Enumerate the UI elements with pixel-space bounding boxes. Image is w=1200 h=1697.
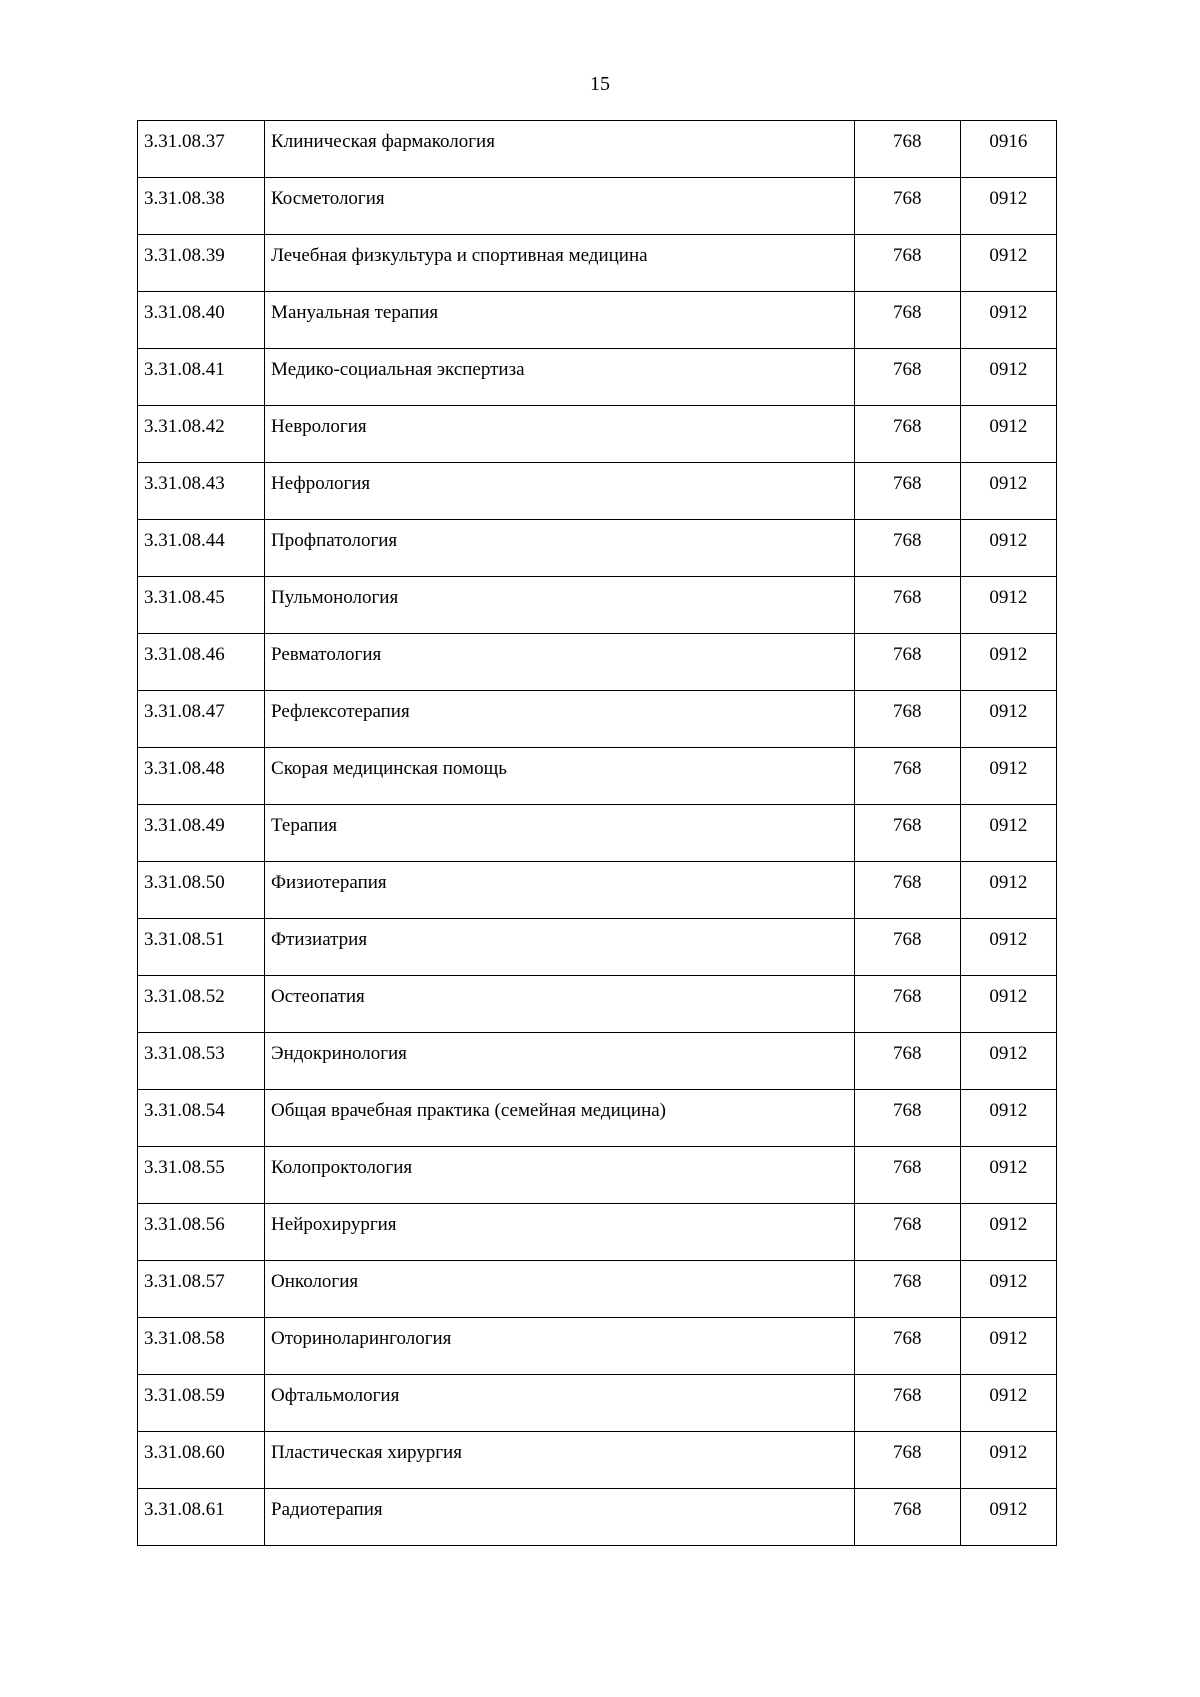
row-name-text: Оториноларингология xyxy=(271,1328,452,1349)
row-col3-cell xyxy=(854,1090,960,1147)
row-code-cell xyxy=(138,1489,265,1546)
row-name-cell xyxy=(265,1432,855,1489)
row-col3-text: 768 xyxy=(892,1157,922,1178)
row-col3-cell xyxy=(854,919,960,976)
row-name-cell xyxy=(265,1204,855,1261)
row-name-cell xyxy=(265,1489,855,1546)
row-name-text: Лечебная физкультура и спортивная медицина xyxy=(271,245,648,266)
row-name-cell xyxy=(265,406,855,463)
row-name-text: Онкология xyxy=(271,1271,359,1292)
row-name-text: Пластическая хирургия xyxy=(271,1442,462,1463)
row-code-cell xyxy=(138,862,265,919)
row-col3-text: 768 xyxy=(892,1328,922,1349)
row-col4-cell xyxy=(960,691,1056,748)
row-col4-cell xyxy=(960,1204,1056,1261)
row-col4-text: 0912 xyxy=(989,416,1028,437)
row-code-text: 3.31.08.48 xyxy=(144,758,225,779)
row-name-text: Профпатология xyxy=(271,530,398,551)
row-code-cell xyxy=(138,748,265,805)
row-col4-cell xyxy=(960,292,1056,349)
row-col4-cell xyxy=(960,1261,1056,1318)
row-col4-cell xyxy=(960,463,1056,520)
row-code-text: 3.31.08.57 xyxy=(144,1271,225,1292)
row-col4-text: 0912 xyxy=(989,1271,1028,1292)
row-col4-text: 0912 xyxy=(989,758,1028,779)
table-row xyxy=(138,976,1057,1033)
row-col4-cell xyxy=(960,406,1056,463)
table-row xyxy=(138,919,1057,976)
row-name-cell xyxy=(265,862,855,919)
row-col3-cell xyxy=(854,292,960,349)
row-col3-text: 768 xyxy=(892,587,922,608)
row-code-text: 3.31.08.37 xyxy=(144,131,225,152)
row-name-text: Пульмонология xyxy=(271,587,399,608)
row-name-cell xyxy=(265,748,855,805)
row-col3-text: 768 xyxy=(892,644,922,665)
row-name-cell xyxy=(265,1090,855,1147)
row-col3-text: 768 xyxy=(892,530,922,551)
row-col4-text: 0912 xyxy=(989,245,1028,266)
row-code-cell xyxy=(138,292,265,349)
row-name-text: Общая врачебная практика (семейная медицина) xyxy=(271,1100,667,1121)
row-code-cell xyxy=(138,634,265,691)
row-col4-cell xyxy=(960,805,1056,862)
row-name-text: Неврология xyxy=(271,416,367,437)
row-col3-cell xyxy=(854,1147,960,1204)
row-col3-text: 768 xyxy=(892,1214,922,1235)
row-code-cell xyxy=(138,1318,265,1375)
row-code-text: 3.31.08.61 xyxy=(144,1499,225,1520)
row-col4-text: 0916 xyxy=(989,131,1028,152)
row-col3-cell xyxy=(854,748,960,805)
row-code-cell xyxy=(138,805,265,862)
row-code-text: 3.31.08.41 xyxy=(144,359,225,380)
row-col3-cell xyxy=(854,805,960,862)
row-name-text: Офтальмология xyxy=(271,1385,400,1406)
row-col3-text: 768 xyxy=(892,1385,922,1406)
row-code-cell xyxy=(138,1147,265,1204)
row-col4-cell xyxy=(960,862,1056,919)
row-col3-cell xyxy=(854,577,960,634)
row-col3-cell xyxy=(854,862,960,919)
table-row xyxy=(138,1033,1057,1090)
row-name-text: Рефлексотерапия xyxy=(271,701,410,722)
row-name-cell xyxy=(265,463,855,520)
row-col4-cell xyxy=(960,577,1056,634)
row-name-text: Ревматология xyxy=(271,644,382,665)
row-col4-cell xyxy=(960,1090,1056,1147)
row-col3-cell xyxy=(854,178,960,235)
row-name-cell xyxy=(265,805,855,862)
row-col4-text: 0912 xyxy=(989,1214,1028,1235)
row-name-text: Радиотерапия xyxy=(271,1499,383,1520)
row-name-cell xyxy=(265,235,855,292)
row-code-text: 3.31.08.38 xyxy=(144,188,225,209)
row-col3-cell xyxy=(854,463,960,520)
row-col3-text: 768 xyxy=(892,701,922,722)
row-code-cell xyxy=(138,1033,265,1090)
row-col4-cell xyxy=(960,919,1056,976)
row-code-text: 3.31.08.58 xyxy=(144,1328,225,1349)
row-col3-text: 768 xyxy=(892,302,922,323)
row-col4-text: 0912 xyxy=(989,1442,1028,1463)
row-name-text: Косметология xyxy=(271,188,385,209)
row-col3-text: 768 xyxy=(892,1442,922,1463)
table-row xyxy=(138,178,1057,235)
row-name-cell xyxy=(265,634,855,691)
row-name-cell xyxy=(265,1033,855,1090)
row-name-cell xyxy=(265,1318,855,1375)
row-name-cell xyxy=(265,292,855,349)
row-col4-text: 0912 xyxy=(989,1100,1028,1121)
row-col3-text: 768 xyxy=(892,1100,922,1121)
row-code-cell xyxy=(138,349,265,406)
table-row xyxy=(138,121,1057,178)
row-code-text: 3.31.08.54 xyxy=(144,1100,225,1121)
row-col4-text: 0912 xyxy=(989,1157,1028,1178)
row-code-cell xyxy=(138,976,265,1033)
row-code-text: 3.31.08.50 xyxy=(144,872,225,893)
row-code-text: 3.31.08.51 xyxy=(144,929,225,950)
table-row xyxy=(138,1432,1057,1489)
row-col4-text: 0912 xyxy=(989,1043,1028,1064)
table-row xyxy=(138,634,1057,691)
row-col3-text: 768 xyxy=(892,986,922,1007)
row-code-cell xyxy=(138,1261,265,1318)
row-col3-cell xyxy=(854,349,960,406)
table-body xyxy=(138,121,1057,1546)
row-col3-text: 768 xyxy=(892,1271,922,1292)
row-code-text: 3.31.08.46 xyxy=(144,644,225,665)
row-name-cell xyxy=(265,976,855,1033)
row-code-cell xyxy=(138,1090,265,1147)
row-code-cell xyxy=(138,520,265,577)
row-col3-text: 768 xyxy=(892,245,922,266)
row-col3-text: 768 xyxy=(892,815,922,836)
row-code-cell xyxy=(138,235,265,292)
row-col3-text: 768 xyxy=(892,131,922,152)
row-name-text: Скорая медицинская помощь xyxy=(271,758,507,779)
table-row xyxy=(138,235,1057,292)
row-col4-cell xyxy=(960,1375,1056,1432)
row-col4-text: 0912 xyxy=(989,530,1028,551)
row-col4-cell xyxy=(960,1033,1056,1090)
row-name-text: Остеопатия xyxy=(271,986,365,1007)
page-number: 15 xyxy=(590,73,610,95)
table-row xyxy=(138,1147,1057,1204)
row-col3-cell xyxy=(854,1489,960,1546)
row-col3-text: 768 xyxy=(892,1043,922,1064)
row-col4-text: 0912 xyxy=(989,701,1028,722)
row-code-text: 3.31.08.52 xyxy=(144,986,225,1007)
row-col3-text: 768 xyxy=(892,473,922,494)
row-name-cell xyxy=(265,178,855,235)
row-name-cell xyxy=(265,1261,855,1318)
row-col3-text: 768 xyxy=(892,758,922,779)
row-code-text: 3.31.08.59 xyxy=(144,1385,225,1406)
row-col4-cell xyxy=(960,1432,1056,1489)
row-name-cell xyxy=(265,691,855,748)
row-col4-text: 0912 xyxy=(989,1328,1028,1349)
table-row xyxy=(138,862,1057,919)
table-row xyxy=(138,1375,1057,1432)
table-row xyxy=(138,1204,1057,1261)
row-col3-text: 768 xyxy=(892,188,922,209)
table-row xyxy=(138,1261,1057,1318)
table-row xyxy=(138,1489,1057,1546)
row-name-cell xyxy=(265,349,855,406)
row-col3-text: 768 xyxy=(892,872,922,893)
row-col3-cell xyxy=(854,1204,960,1261)
row-col4-text: 0912 xyxy=(989,359,1028,380)
row-col4-text: 0912 xyxy=(989,1385,1028,1406)
table-row xyxy=(138,1318,1057,1375)
row-name-text: Мануальная терапия xyxy=(271,302,439,323)
row-name-text: Фтизиатрия xyxy=(271,929,368,950)
row-code-text: 3.31.08.55 xyxy=(144,1157,225,1178)
row-code-cell xyxy=(138,577,265,634)
table-row xyxy=(138,292,1057,349)
row-col4-cell xyxy=(960,121,1056,178)
row-name-text: Клиническая фармакология xyxy=(271,131,495,152)
row-col3-cell xyxy=(854,634,960,691)
row-col3-cell xyxy=(854,1432,960,1489)
row-col4-cell xyxy=(960,178,1056,235)
row-name-text: Терапия xyxy=(271,815,338,836)
row-name-cell xyxy=(265,1147,855,1204)
row-col3-cell xyxy=(854,1261,960,1318)
table-row xyxy=(138,349,1057,406)
table-row xyxy=(138,691,1057,748)
row-col3-text: 768 xyxy=(892,1499,922,1520)
row-code-text: 3.31.08.56 xyxy=(144,1214,225,1235)
row-code-text: 3.31.08.39 xyxy=(144,245,225,266)
row-code-cell xyxy=(138,919,265,976)
row-col4-cell xyxy=(960,748,1056,805)
row-col4-cell xyxy=(960,1489,1056,1546)
row-name-text: Медико-социальная экспертиза xyxy=(271,359,525,380)
row-code-text: 3.31.08.40 xyxy=(144,302,225,323)
specialties-table xyxy=(137,120,1057,1546)
row-code-cell xyxy=(138,1204,265,1261)
table-row xyxy=(138,463,1057,520)
row-col3-text: 768 xyxy=(892,416,922,437)
row-name-text: Колопроктология xyxy=(271,1157,413,1178)
row-col4-text: 0912 xyxy=(989,473,1028,494)
row-name-cell xyxy=(265,121,855,178)
table-row xyxy=(138,1090,1057,1147)
row-code-text: 3.31.08.47 xyxy=(144,701,225,722)
row-name-cell xyxy=(265,520,855,577)
row-code-text: 3.31.08.49 xyxy=(144,815,225,836)
row-name-text: Эндокринология xyxy=(271,1043,407,1064)
row-col4-cell xyxy=(960,349,1056,406)
row-col3-cell xyxy=(854,1318,960,1375)
row-code-cell xyxy=(138,463,265,520)
row-col4-text: 0912 xyxy=(989,986,1028,1007)
row-col4-text: 0912 xyxy=(989,302,1028,323)
row-name-text: Нефрология xyxy=(271,473,371,494)
row-col4-cell xyxy=(960,1318,1056,1375)
row-col4-text: 0912 xyxy=(989,929,1028,950)
row-name-cell xyxy=(265,577,855,634)
row-col3-cell xyxy=(854,121,960,178)
row-col3-cell xyxy=(854,691,960,748)
row-name-text: Нейрохирургия xyxy=(271,1214,397,1235)
row-col3-cell xyxy=(854,1033,960,1090)
table-row xyxy=(138,577,1057,634)
table-row xyxy=(138,805,1057,862)
row-code-cell xyxy=(138,121,265,178)
row-code-cell xyxy=(138,1432,265,1489)
table-row xyxy=(138,748,1057,805)
row-col4-cell xyxy=(960,976,1056,1033)
row-col3-cell xyxy=(854,406,960,463)
row-name-cell xyxy=(265,1375,855,1432)
row-col4-text: 0912 xyxy=(989,587,1028,608)
row-col4-text: 0912 xyxy=(989,872,1028,893)
row-code-text: 3.31.08.53 xyxy=(144,1043,225,1064)
row-col4-text: 0912 xyxy=(989,188,1028,209)
row-name-text: Физиотерапия xyxy=(271,872,387,893)
row-code-text: 3.31.08.60 xyxy=(144,1442,225,1463)
row-code-text: 3.31.08.42 xyxy=(144,416,225,437)
row-col4-cell xyxy=(960,520,1056,577)
row-col4-cell xyxy=(960,1147,1056,1204)
row-code-cell xyxy=(138,406,265,463)
row-col3-cell xyxy=(854,520,960,577)
row-code-cell xyxy=(138,178,265,235)
row-code-text: 3.31.08.43 xyxy=(144,473,225,494)
row-col3-text: 768 xyxy=(892,929,922,950)
row-code-cell xyxy=(138,691,265,748)
table-row xyxy=(138,406,1057,463)
row-col3-cell xyxy=(854,1375,960,1432)
row-col3-cell xyxy=(854,235,960,292)
row-col4-text: 0912 xyxy=(989,815,1028,836)
row-col3-cell xyxy=(854,976,960,1033)
row-col4-text: 0912 xyxy=(989,1499,1028,1520)
row-col4-cell xyxy=(960,235,1056,292)
row-name-cell xyxy=(265,919,855,976)
row-code-cell xyxy=(138,1375,265,1432)
row-col3-text: 768 xyxy=(892,359,922,380)
row-code-text: 3.31.08.44 xyxy=(144,530,225,551)
row-col4-cell xyxy=(960,634,1056,691)
row-code-text: 3.31.08.45 xyxy=(144,587,225,608)
table-row xyxy=(138,520,1057,577)
row-col4-text: 0912 xyxy=(989,644,1028,665)
